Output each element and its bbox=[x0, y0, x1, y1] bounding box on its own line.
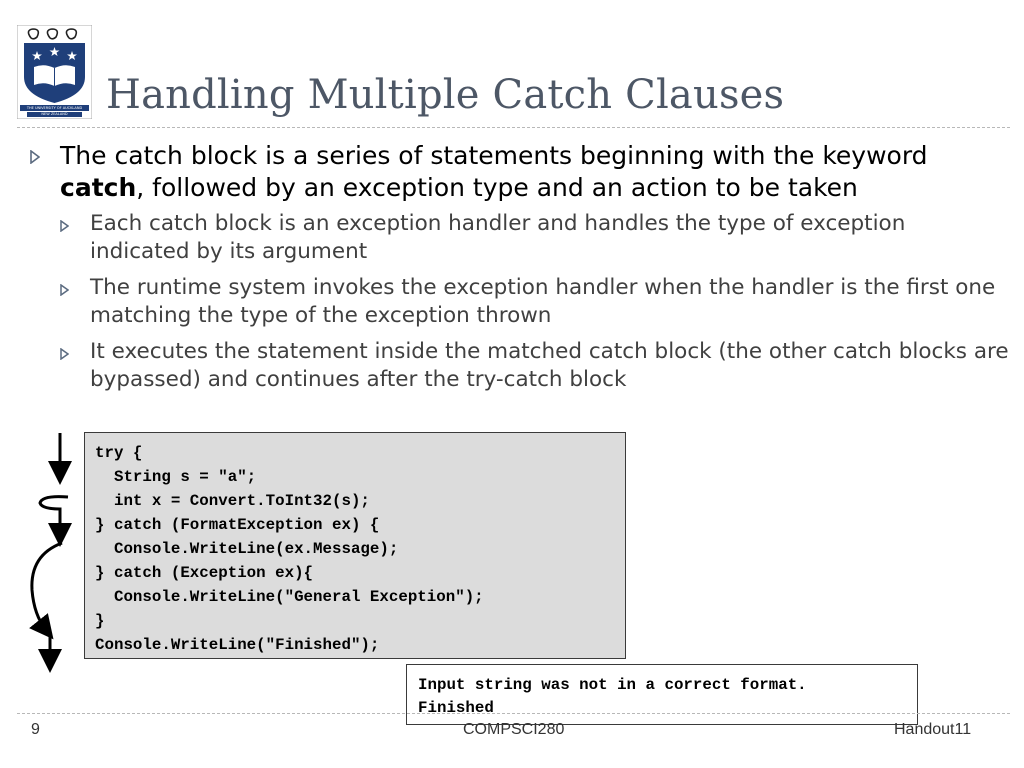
slide-title: Handling Multiple Catch Clauses bbox=[106, 72, 785, 118]
code-line: } catch (Exception ex){ bbox=[95, 564, 314, 582]
sub-bullet-text: Each catch block is an exception handler and handles the type of exception indicated by its argument bbox=[90, 211, 906, 264]
code-line: } catch (FormatException ex) { bbox=[95, 516, 380, 534]
keyword-catch: catch bbox=[60, 173, 137, 202]
triangle-bullet-icon bbox=[60, 220, 69, 232]
code-line: int x = Convert.ToInt32(s); bbox=[95, 492, 370, 510]
logo-upper-text: THE UNIVERSITY OF AUCKLAND bbox=[26, 106, 83, 110]
main-bullet bbox=[30, 140, 1010, 204]
exception-jump-arrow-icon bbox=[40, 497, 68, 535]
code-line: try { bbox=[95, 444, 143, 462]
code-line: String s = "a"; bbox=[95, 468, 257, 486]
main-bullet-text-pre: The catch block is a series of statements beginning with the keyword bbox=[60, 141, 928, 170]
output-line: Finished bbox=[418, 699, 494, 717]
page-number: 9 bbox=[31, 721, 40, 738]
code-line: } bbox=[95, 612, 105, 630]
code-line: Console.WriteLine(ex.Message); bbox=[95, 540, 399, 558]
sub-bullet-text: The runtime system invokes the exception handler when the handler is the first one matching the type of the exception thrown bbox=[90, 275, 996, 328]
triangle-bullet-icon bbox=[30, 150, 40, 164]
course-code: COMPSCI280 bbox=[463, 721, 565, 738]
code-line: Console.WriteLine("Finished"); bbox=[95, 636, 380, 654]
sub-bullet-3 bbox=[30, 338, 1010, 394]
triangle-bullet-icon bbox=[60, 348, 69, 360]
handout-label: Handout11 bbox=[894, 721, 972, 738]
control-flow-arrows bbox=[20, 425, 90, 675]
skip-arrow-icon bbox=[32, 543, 62, 630]
bullet-list bbox=[30, 140, 1010, 394]
code-line: Console.WriteLine("General Exception"); bbox=[95, 588, 484, 606]
sub-bullet-2 bbox=[30, 274, 1010, 330]
logo-lower-text: NEW ZEALAND bbox=[41, 112, 68, 116]
title-divider bbox=[17, 127, 1010, 128]
sub-bullet-1 bbox=[30, 210, 1010, 266]
code-sample bbox=[84, 432, 626, 659]
footer-divider bbox=[17, 713, 1010, 714]
university-logo bbox=[17, 25, 92, 119]
console-output bbox=[406, 664, 918, 725]
output-line: Input string was not in a correct format. bbox=[418, 676, 807, 694]
main-bullet-text-post: , followed by an exception type and an action to be taken bbox=[136, 173, 858, 202]
triangle-bullet-icon bbox=[60, 284, 69, 296]
sub-bullet-text: It executes the statement inside the matched catch block (the other catch blocks are bypassed) and continues after the try-catch block bbox=[90, 339, 1009, 392]
